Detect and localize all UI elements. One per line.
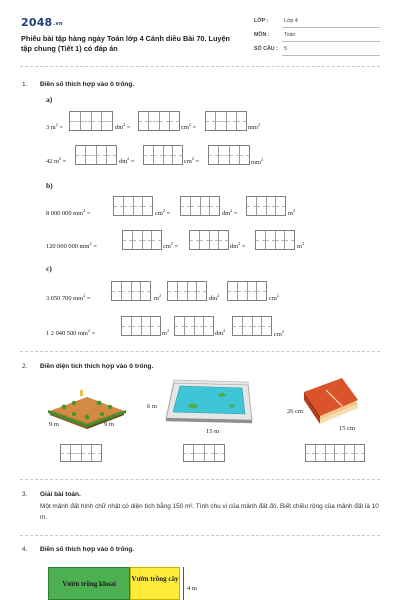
garden-potato-label: Vườn trồng khoai — [62, 580, 116, 588]
dimension-line — [183, 567, 184, 600]
unit-label: $dm^2$ = — [115, 122, 131, 131]
answer-box[interactable] — [305, 444, 365, 462]
grade-value: Lớp 4 — [284, 18, 298, 24]
answer-box[interactable] — [183, 444, 225, 462]
count-value: 5 — [284, 46, 287, 52]
unit-label: $cm^2$ = — [163, 241, 179, 250]
dim-label: 9 m — [104, 421, 114, 428]
document-title: Phiếu bài tập hàng ngày Toán lớp 4 Cánh diều Bài 70. Luyện tập chung (Tiết 1) có đáp án — [21, 34, 230, 53]
section-divider — [20, 351, 380, 352]
garden-potato-region — [48, 567, 130, 600]
q4-number: 4. — [22, 546, 28, 553]
answer-box[interactable] — [255, 230, 295, 250]
q3-number: 3. — [22, 491, 28, 498]
unit-label: $dm^2$ = — [222, 208, 238, 217]
header-divider — [20, 66, 380, 67]
q1-part-c-label: c) — [46, 264, 52, 273]
dim-label: 26 cm — [287, 408, 304, 415]
answer-box[interactable] — [174, 316, 214, 336]
answer-box[interactable] — [189, 230, 229, 250]
dim-label: 15 m — [206, 428, 220, 435]
answer-box[interactable] — [232, 316, 272, 336]
count-underline — [282, 55, 380, 56]
unit-label: $m^2$ — [288, 208, 296, 217]
q2-text: Điền diện tích thích hợp vào ô trống. — [40, 363, 154, 370]
answer-box[interactable] — [113, 196, 153, 216]
subject-label: MÔN : — [254, 32, 270, 38]
dim-label: 4 m — [187, 585, 197, 592]
book-illustration — [298, 378, 362, 428]
answer-box[interactable] — [122, 230, 162, 250]
answer-box[interactable] — [143, 145, 183, 165]
answer-box[interactable] — [227, 281, 267, 301]
unit-label: $m^2$ — [154, 293, 162, 302]
garden-trees-region — [130, 567, 180, 600]
answer-box[interactable] — [60, 444, 102, 462]
unit-label: $dm^2$ — [209, 293, 220, 302]
answer-box[interactable] — [205, 111, 247, 131]
unit-label: $dm^2$ = — [230, 241, 246, 250]
unit-label: $cm^2$ — [274, 329, 284, 338]
subject-value: Toán — [284, 32, 296, 38]
q1-part-a-label: a) — [46, 95, 53, 104]
answer-box[interactable] — [75, 145, 117, 165]
unit-label: $m^2$ — [297, 241, 305, 250]
answer-box[interactable] — [138, 111, 180, 131]
q3-text: Giải bài toán. — [40, 491, 81, 498]
q1-text: Điền số thích hợp vào ô trống. — [40, 81, 135, 88]
answer-box[interactable] — [246, 196, 286, 216]
q1-number: 1. — [22, 81, 28, 88]
unit-label: $cm^2$ — [269, 293, 279, 302]
site-logo[interactable]: 2048.vn — [21, 16, 63, 29]
dim-label: 6 m — [147, 403, 157, 410]
unit-label: $m^2$ — [162, 328, 170, 337]
answer-box[interactable] — [111, 281, 151, 301]
q2-number: 2. — [22, 363, 28, 370]
unit-label: $mm^2$ — [248, 122, 261, 131]
answer-box[interactable] — [167, 281, 207, 301]
q4-text: Điền số thích hợp vào ô trống. — [40, 546, 135, 553]
grade-underline — [282, 27, 380, 28]
subject-underline — [282, 41, 380, 42]
section-divider — [20, 535, 380, 536]
q1-part-b-label: b) — [46, 181, 53, 190]
answer-box[interactable] — [180, 196, 220, 216]
answer-box[interactable] — [208, 145, 250, 165]
q1-a2-expression: 42 $m^2$ = — [46, 156, 67, 165]
garden-trees-label: Vườn trồng cây — [131, 575, 179, 583]
count-label: SỐ CÂU : — [254, 46, 278, 52]
grade-label: LỚP : — [254, 18, 269, 24]
q1-b1-expression: 8 000 000 $mm^2$ = — [46, 208, 91, 217]
unit-label: $cm^2$ = — [155, 208, 171, 217]
section-divider — [20, 479, 380, 480]
unit-label: $cm^2$ = — [184, 156, 200, 165]
answer-box[interactable] — [69, 111, 113, 131]
unit-label: $dm^2$ — [215, 328, 226, 337]
q1-c1-expression: 3 050 700 $mm^2$ = — [46, 293, 91, 302]
pond-illustration — [160, 376, 256, 428]
q1-a1-expression: 3 $m^2$ = — [46, 122, 64, 131]
q3-body: Một mảnh đất hình chữ nhật có diện tích bằng 150 m². Tính chu vi của mảnh đất đó. Biết chiều rộng của mảnh đất là 10 m. — [40, 503, 379, 521]
answer-box[interactable] — [121, 316, 161, 336]
q1-b2-expression: 120 000 000 $mm^2$ = — [46, 241, 97, 250]
unit-label: $cm^2$ = — [181, 122, 197, 131]
unit-label: $dm^2$ = — [119, 156, 135, 165]
q1-c2-expression: 1 2 040 500 $mm^2$ = — [46, 328, 96, 337]
dim-label: 15 cm — [339, 425, 356, 432]
unit-label: $mm^2$ — [251, 157, 264, 166]
dim-label: 9 m — [49, 421, 59, 428]
